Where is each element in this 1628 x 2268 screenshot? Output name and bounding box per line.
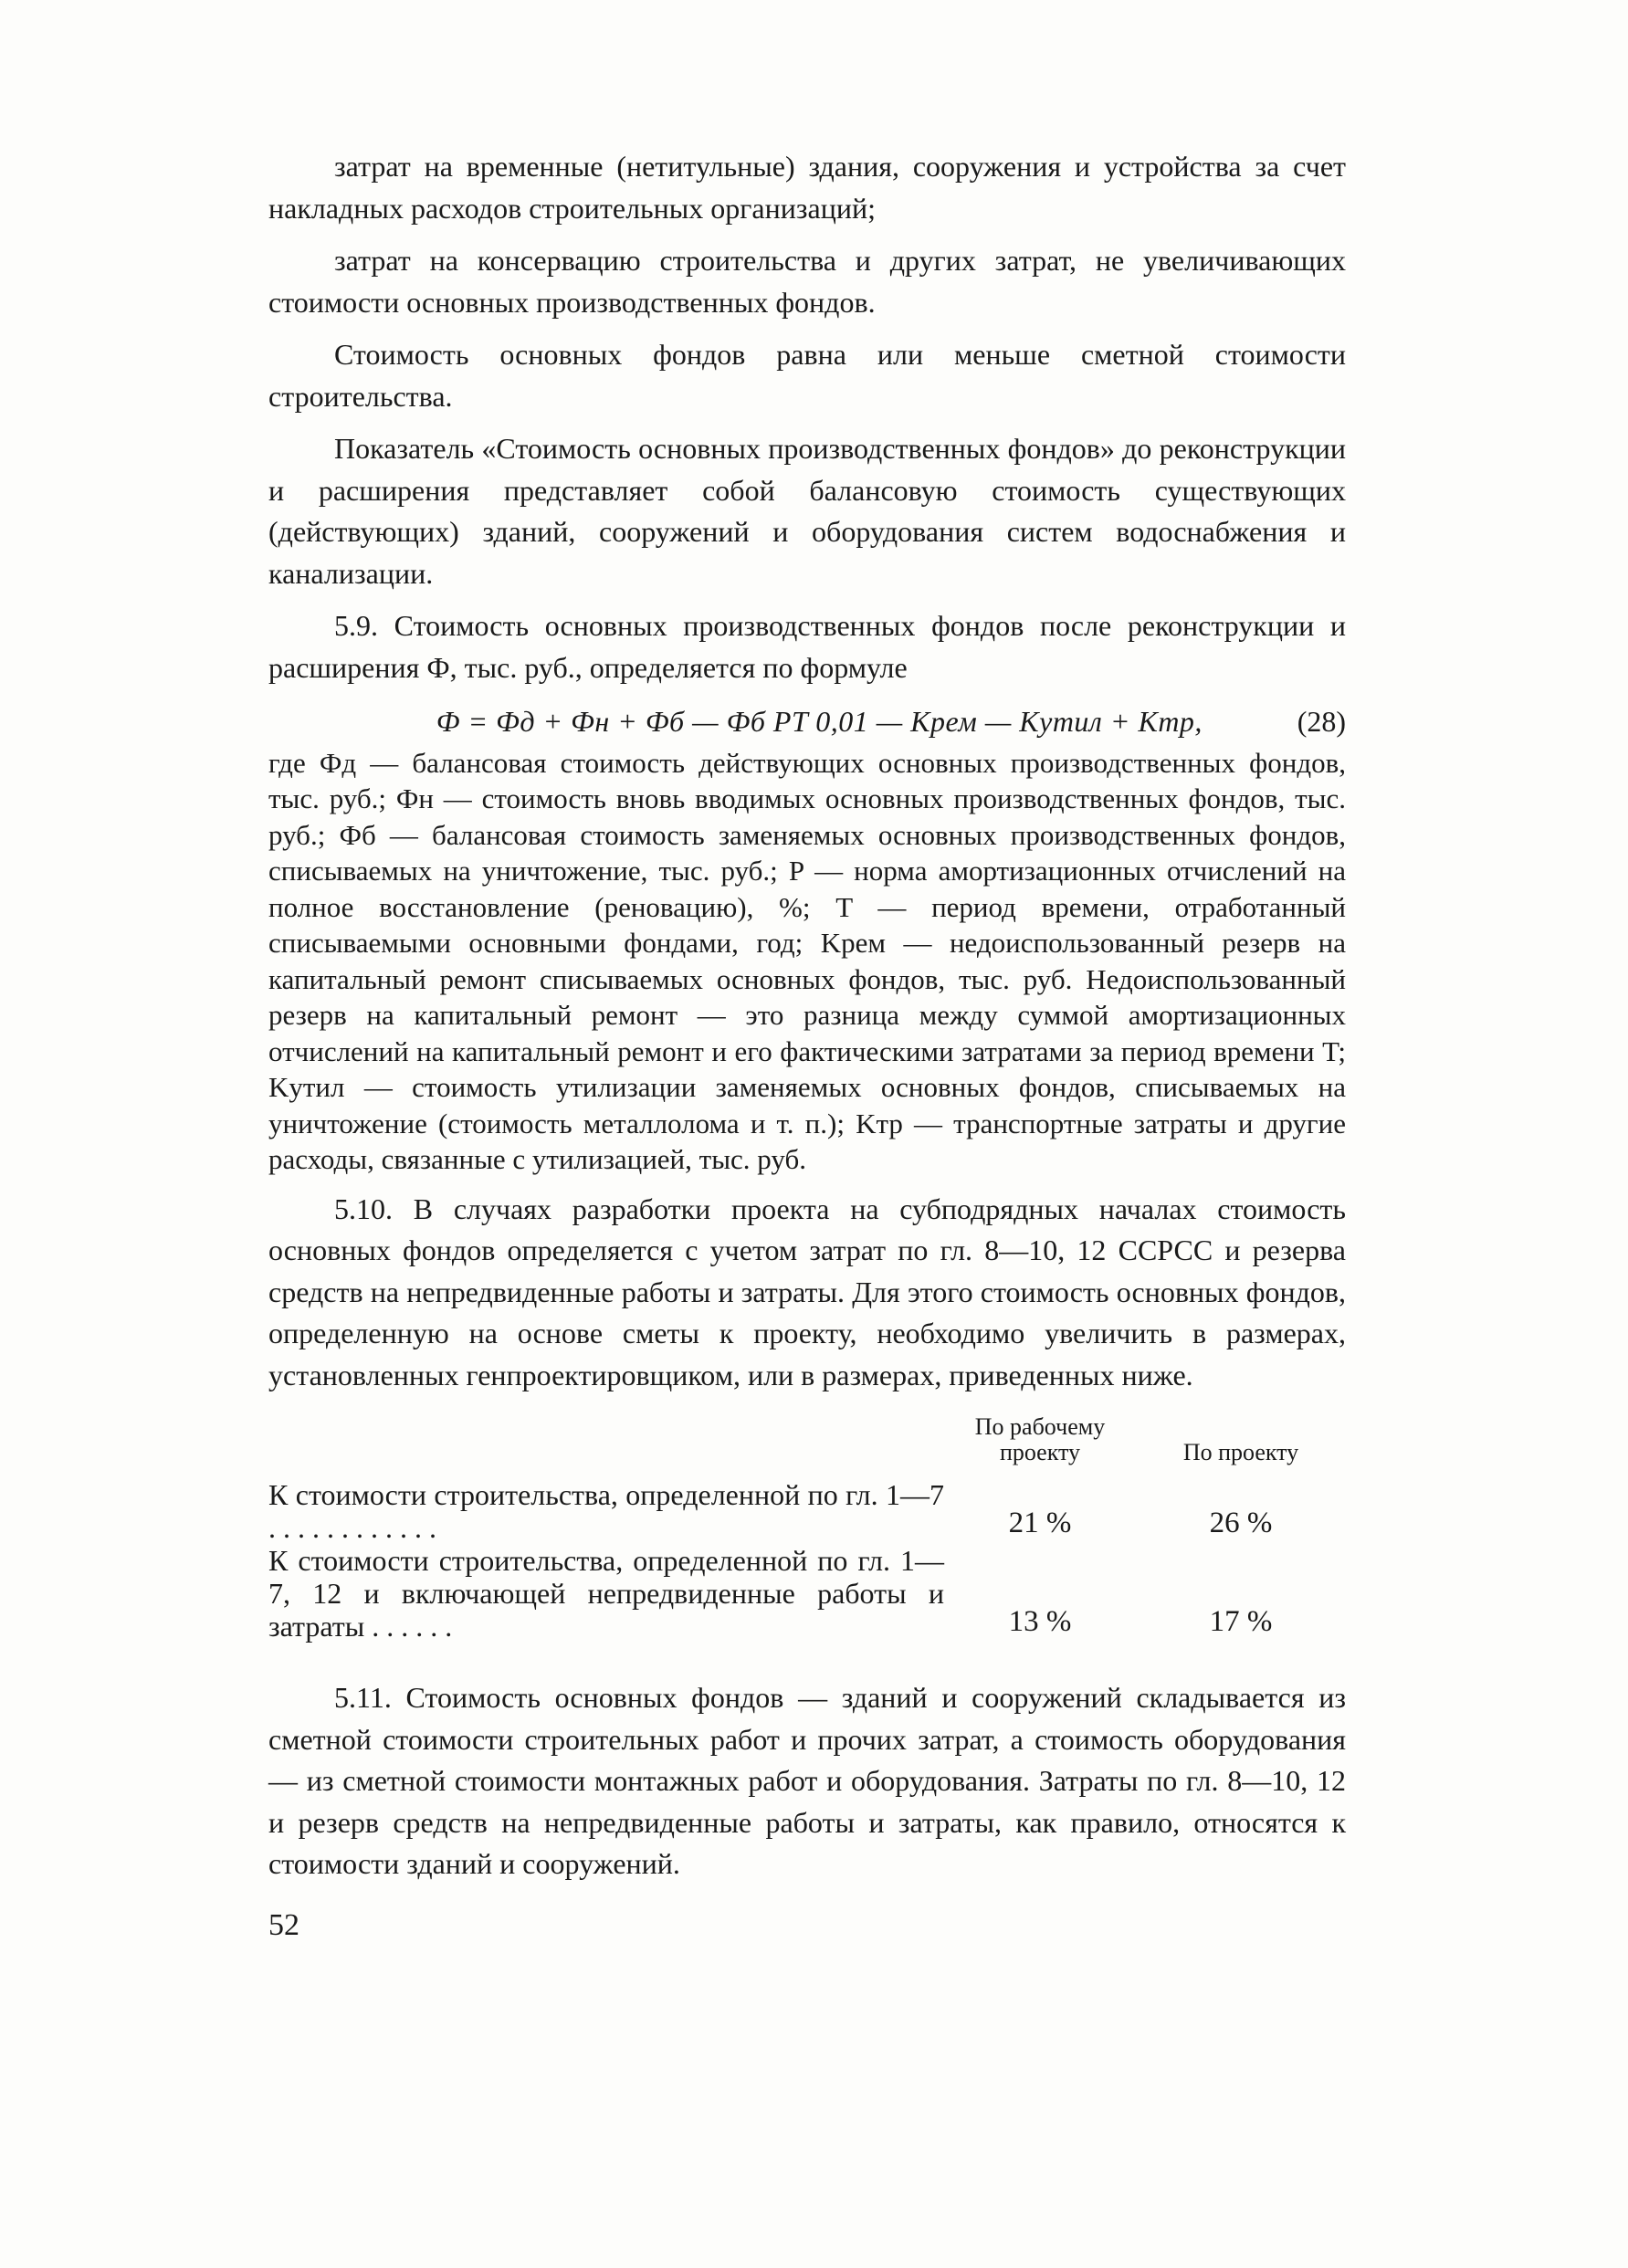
table-cell-value: 13 % — [1008, 1604, 1072, 1638]
formula-28 — [268, 701, 1346, 743]
paragraph-temporary-buildings: затрат на временные (нетитульные) здания, сооружения и устройства за счет накладных расходов строительных организаций; — [268, 150, 1346, 225]
header-project: По проекту — [1182, 1439, 1299, 1465]
page-number: 52 — [268, 1908, 299, 1942]
formula-legend: где Фд — балансовая стоимость действующих основных производственных фондов, тыс. руб.; Фн — стоимость вновь вводимых основных производственных фондов, тыс. руб.; Фб — балансовая стоимость заменяемых основных производственных фондов, списываемых на уничтожение, тыс. руб.; P — норма амортизационных отчислений на полное восстановление (реновацию), %; T — период времени, отработанный списываемыми основными фондами, год; Kрем — недоиспользованный резерв на капитальный ремонт списываемых основных фондов, тыс. руб. Недоиспользованный резерв на капитальный ремонт — это разница между суммой амортизационных отчислений на капитальный ремонт и его фактическими затратами за период времени T; Kутил — стоимость утилизации заменяемых основных фондов, списываемых на уничтожение (стоимость металлолома и т. п.); Kтр — транспортные затраты и другие расходы, связанные с утилизацией, тыс. руб. — [268, 746, 1346, 1175]
markup-table — [268, 1414, 1346, 1643]
paragraph-conservation: затрат на консервацию строительства и других затрат, не увеличивающих стоимости основных производственных фондов. — [268, 244, 1346, 319]
table-header-row — [268, 1414, 1346, 1465]
paragraph-5-10: 5.10. В случаях разработки проекта на субподрядных началах стоимость основных фондов определяется с учетом затрат по гл. 8—10, 12 ССРСС и резерва средств на непредвиденные работы и затраты. Для этого стоимость основных фондов, определенную на основе сметы к проекту, необходимо увеличить в размерах, установленных генпроектировщиком, или в размерах, приведенных ниже. — [268, 1192, 1346, 1391]
document-page — [268, 146, 1346, 1885]
table-row-label: К стоимости строительства, определенной по гл. 1—7 . . . . . . . . . . . . — [268, 1478, 944, 1544]
table-cell-value: 21 % — [1008, 1506, 1072, 1539]
paragraph-5-11: 5.11. Стоимость основных фондов — зданий и сооружений складывается из сметной стоимости строительных работ и прочих затрат, а стоимость оборудования — из сметной стоимости монтажных работ и оборудования. Затраты по гл. 8—10, 12 и резерв средств на непредвиденные работы и затраты, как правило, относятся к стоимости зданий и сооружений. — [268, 1681, 1346, 1880]
table-cell-value: 26 % — [1209, 1506, 1273, 1539]
paragraph-fund-cost: Стоимость основных фондов равна или меньше сметной стоимости строительства. — [268, 338, 1346, 413]
header-working-project: По рабочему проекту — [974, 1413, 1106, 1465]
formula-number: (28) — [1297, 705, 1346, 738]
paragraph-indicator: Показатель «Стоимость основных производственных фондов» до реконструкции и расширения представляет собой балансовую стоимость существующих (действующих) зданий, сооружений и оборудования систем водоснабжения и канализации. — [268, 432, 1346, 590]
formula-expression: Ф = Фд + Фн + Фб — Фб PT 0,01 — Kрем — Kутил + Kтр, — [436, 705, 1203, 738]
table-row — [268, 1544, 1346, 1643]
table-row — [268, 1465, 1346, 1544]
table-cell-value: 17 % — [1209, 1604, 1273, 1638]
paragraph-5-9: 5.9. Стоимость основных производственных фондов после реконструкции и расширения Ф, тыс. руб., определяется по формуле — [268, 609, 1346, 684]
table-row-label: К стоимости строительства, определенной по гл. 1—7, 12 и включающей непредвиденные работы и затраты . . . . . . — [268, 1544, 944, 1643]
